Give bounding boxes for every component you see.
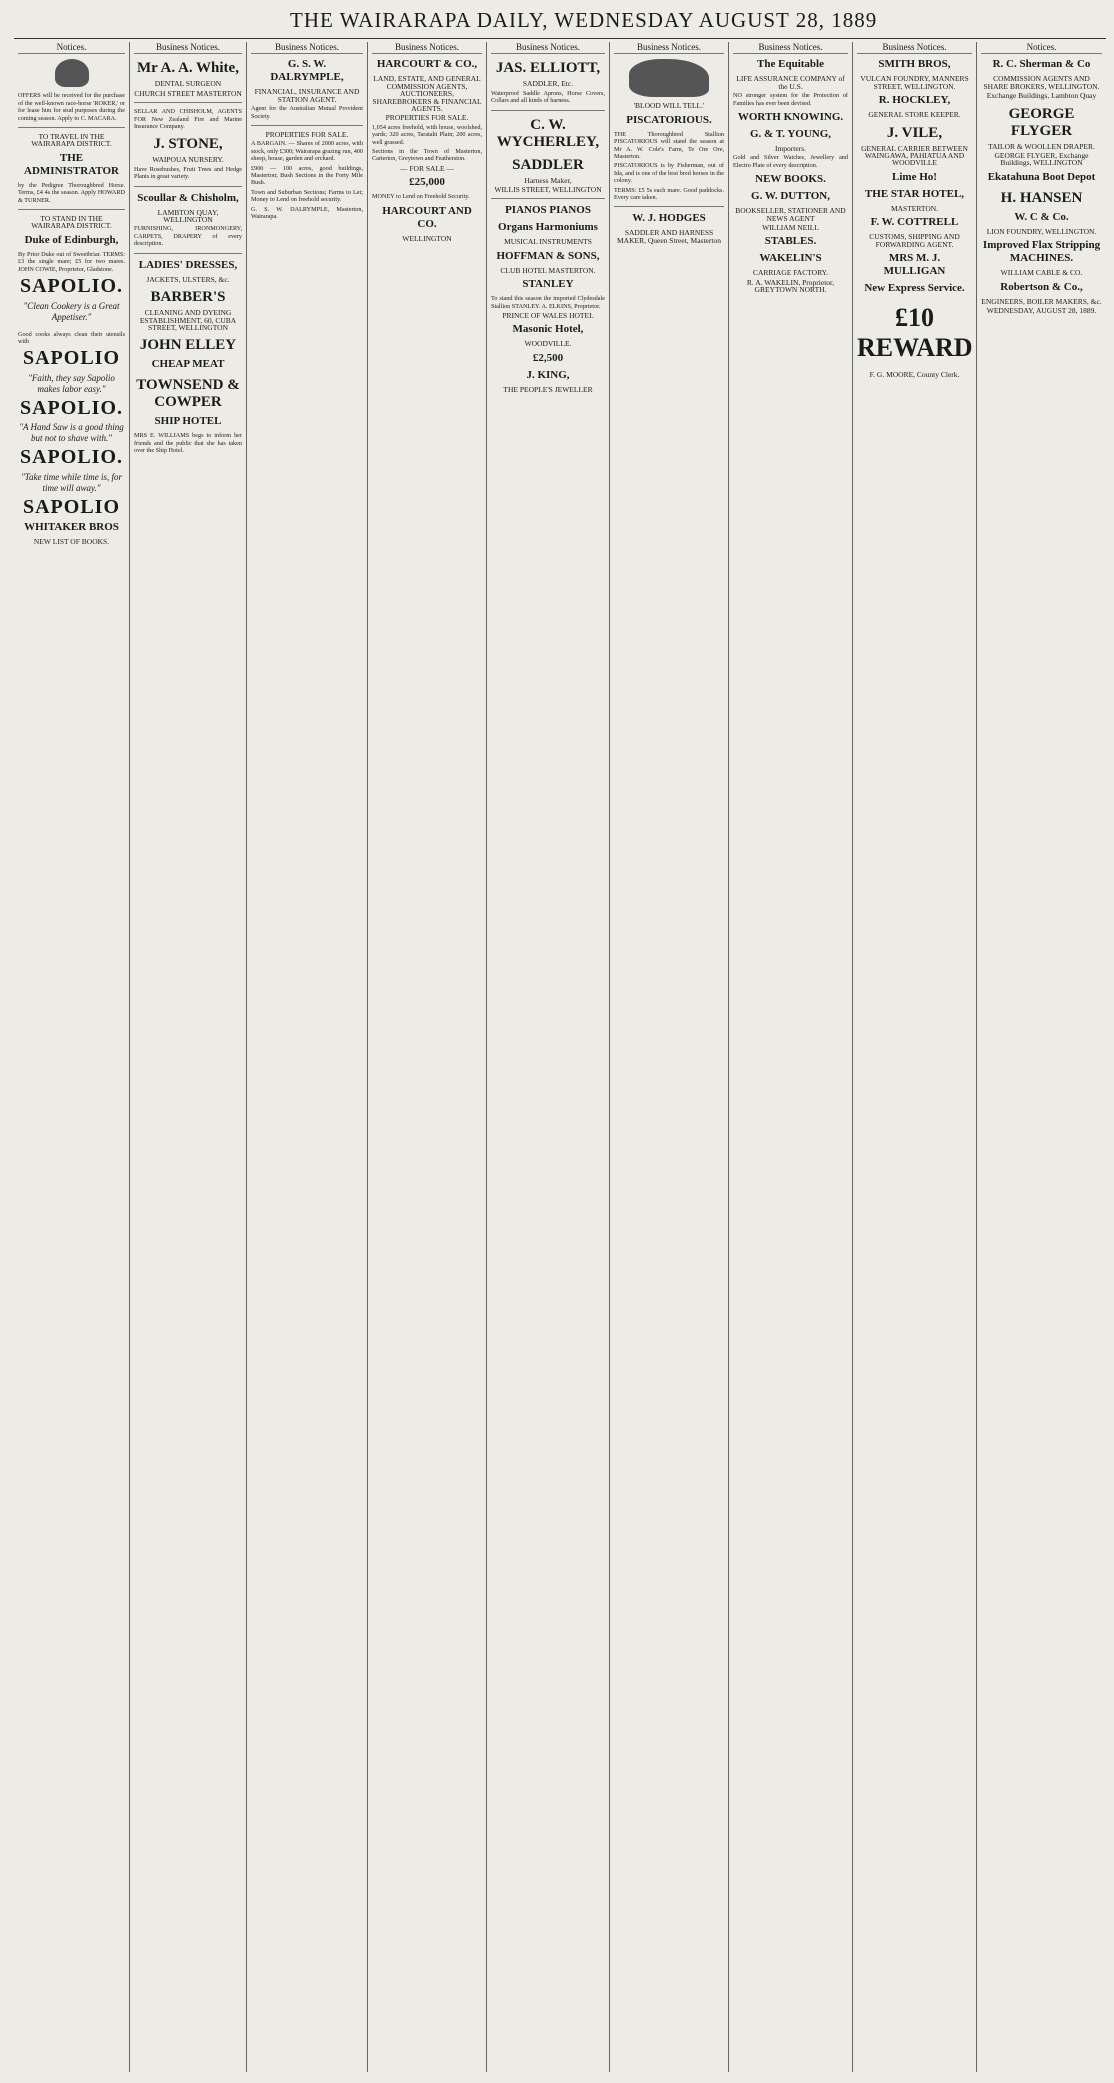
- column-5: [487, 42, 610, 2072]
- ad-heading: Duke of Edinburgh,: [24, 233, 119, 246]
- ad-body-text: THE Thoroughbred Stallion PISCATORIOUS will stand the season at Mr A. W. Cole's Farm, Te Ore Ore, Masterton.: [614, 130, 724, 161]
- ad-body-text: G. S. W. DALRYMPLE, Masterton, Wairarapa.: [251, 205, 363, 221]
- ad-heading: The Equitable: [757, 58, 824, 71]
- ad-heading: HOFFMAN & SONS,: [496, 249, 600, 262]
- ad-heading: CHEAP MEAT: [151, 358, 225, 371]
- ad-heading: VULCAN FOUNDRY, MANNERS STREET, WELLINGTON.: [860, 74, 969, 91]
- ad-heading: JOHN ELLEY: [139, 337, 237, 354]
- ad-heading: SADDLER, Etc.: [522, 79, 574, 89]
- ad-heading: TAILOR & WOOLLEN DRAPER.: [988, 141, 1095, 151]
- ad-heading: COMMISSION AGENTS AND SHARE BROKERS, WELLINGTON.: [983, 74, 1100, 91]
- ad-heading: PISCATORIOUS.: [626, 113, 712, 126]
- ad-heading: JAS. ELLIOTT,: [495, 60, 601, 77]
- ad-heading: LADIES' DRESSES,: [138, 258, 238, 271]
- column-2: [130, 42, 247, 2072]
- ad-body-text: Waterproof Saddle Aprons, Horse Covers, Collars and all kinds of harness.: [491, 89, 605, 105]
- ad-heading: G. & T. YOUNG,: [749, 128, 832, 141]
- column-heading: Business Notices.: [134, 42, 242, 54]
- ad-heading: SADDLER AND HARNESS MAKER, Queen Street, Masterton: [617, 228, 721, 245]
- column-rule: [491, 110, 605, 111]
- ad-heading: "Clean Cookery is a Great Appetiser.": [23, 300, 120, 322]
- ad-heading: LAND, ESTATE, AND GENERAL COMMISSION AGENTS, AUCTIONEERS, SHAREBROKERS & FINANCIAL AGENTS.: [372, 74, 482, 114]
- ad-heading: Importers.: [774, 144, 807, 154]
- column-7: [729, 42, 853, 2072]
- ad-heading: £2,500: [532, 351, 564, 364]
- sapolio-ad-title: SAPOLIO: [22, 347, 121, 370]
- ad-heading: "A Hand Saw is a good thing but not to shave with.": [19, 422, 124, 444]
- ad-heading: J. STONE,: [153, 136, 223, 153]
- ad-body-text: TERMS: £5 5s each mare. Good paddocks. Every care taken.: [614, 186, 724, 202]
- ad-heading: G. W. DUTTON,: [751, 190, 830, 203]
- ad-heading: F. W. COTTRELL: [870, 216, 959, 229]
- ad-body-text: By Prior Duke out of Sweetbriar. TERMS: £3 the single mare; £5 for two mares. JOHN COWIE, Proprietor, Gladstone.: [18, 250, 125, 273]
- ad-heading: Improved Flax Stripping MACHINES.: [982, 239, 1101, 265]
- ad-heading: PIANOS PIANOS: [505, 204, 591, 217]
- ad-body-text: 1,054 acres freehold, with house, woolshed, yards; 320 acres, Taratahi Plain; 200 acres, well grassed.: [372, 123, 482, 146]
- ad-body-text: To stand this season the imported Clydesdale Stallion STANLEY. A. ELKINS, Proprietor.: [491, 295, 605, 310]
- ad-heading: LAMBTON QUAY, WELLINGTON: [157, 207, 219, 225]
- ad-heading: Exchange Buildings, Lambton Quay: [986, 91, 1097, 101]
- column-heading: Business Notices.: [251, 42, 363, 54]
- masthead: [0, 0, 1114, 40]
- ad-heading: CUSTOMS, SHIPPING AND FORWARDING AGENT.: [869, 232, 960, 249]
- column-heading: Business Notices.: [491, 42, 605, 54]
- ad-heading: R. HOCKLEY,: [878, 94, 951, 107]
- ad-heading: PROPERTIES FOR SALE.: [265, 130, 349, 140]
- masthead-title: THE WAIRARAPA DAILY, WEDNESDAY AUGUST 28, 1889: [290, 8, 878, 32]
- column-heading: Business Notices.: [733, 42, 848, 54]
- ad-heading: W. C & Co.: [1014, 210, 1069, 223]
- ad-body-text: FURNISHING, IRONMONGERY, CARPETS, DRAPERY of every description.: [134, 225, 242, 248]
- column-1: [14, 42, 130, 2072]
- ad-heading: GENERAL CARRIER BETWEEN WAINGAWA, PAHIATUA AND WOODVILLE: [861, 143, 968, 168]
- ad-heading: WORTH KNOWING.: [737, 111, 844, 124]
- column-rule: [614, 206, 724, 207]
- ad-heading: MASTERTON.: [890, 203, 939, 213]
- ad-body-text: MONEY to Lend on Freehold Security.: [372, 193, 470, 201]
- ad-heading: CARRIAGE FACTORY.: [752, 268, 829, 278]
- ad-heading: TOWNSEND & COWPER: [136, 377, 240, 411]
- ad-heading: GEORGE FLYGER: [1008, 105, 1075, 139]
- ad-heading: STABLES.: [764, 235, 817, 248]
- ad-heading: CLUB HOTEL MASTERTON.: [500, 265, 596, 275]
- ad-heading: SADDLER: [512, 156, 584, 173]
- column-rule: [18, 127, 125, 128]
- ad-heading: WILLIAM CABLE & CO.: [1000, 268, 1083, 278]
- column-rule: [18, 209, 125, 210]
- ad-heading: Ekatahuna Boot Depot: [987, 170, 1096, 183]
- ad-heading: WELLINGTON: [402, 233, 452, 243]
- ad-heading: — FOR SALE —: [400, 163, 454, 173]
- sapolio-ad-title: SAPOLIO.: [19, 275, 124, 298]
- ad-body-text: PISCATORIOUS is by Fisherman, out of Ida, and is one of the best bred horses in the colony.: [614, 162, 724, 185]
- bird-illustration: [55, 59, 89, 87]
- ad-heading: THE ADMINISTRATOR: [24, 151, 119, 177]
- ad-body-text: Town and Suburban Sections; Farms to Let; Money to Lend on freehold security.: [251, 188, 363, 204]
- ad-body-text: OFFERS will be received for the purchase of the well-known race-horse 'ROKER,' or for lease him for stud purposes during the coming season. Apply to C. MACARA.: [18, 92, 125, 122]
- column-9: [977, 42, 1106, 2072]
- ad-heading: J. KING,: [526, 368, 570, 381]
- ad-heading: W. J. HODGES: [632, 212, 706, 225]
- ad-heading: CHURCH STREET MASTERTON: [134, 88, 242, 98]
- sapolio-ad-title: SAPOLIO.: [19, 396, 124, 419]
- ad-heading: J. VILE,: [886, 124, 943, 141]
- ad-heading: C. W. WYCHERLEY,: [496, 116, 600, 150]
- ad-heading: H. HANSEN: [1000, 189, 1083, 206]
- column-heading: Notices.: [18, 42, 125, 54]
- ad-heading: MUSICAL INSTRUMENTS: [504, 237, 592, 247]
- ad-heading: R. C. Sherman & Co: [992, 58, 1091, 71]
- ad-heading: £10 REWARD: [857, 303, 973, 363]
- ad-heading: THE STAR HOTEL,: [864, 187, 965, 200]
- ad-heading: HARCOURT & CO.,: [376, 58, 478, 71]
- masthead-rule: [14, 38, 1106, 39]
- ad-heading: G. S. W. DALRYMPLE,: [270, 58, 344, 84]
- ad-heading: R. A. WAKELIN, Proprietor, GREYTOWN NORTH.: [746, 277, 835, 295]
- ad-heading: PROPERTIES FOR SALE.: [385, 113, 469, 123]
- ad-heading: Scoullar & Chisholm,: [137, 191, 239, 204]
- ad-heading: GENERAL STORE KEEPER.: [868, 110, 961, 120]
- ad-heading: HARCOURT AND CO.: [382, 204, 472, 230]
- ad-heading: LIFE ASSURANCE COMPANY of the U.S.: [736, 74, 845, 91]
- ad-body-text: Agent for the Australian Mutual Provident Society.: [251, 105, 363, 120]
- column-heading: Notices.: [981, 42, 1102, 54]
- ad-heading: Robertson & Co.,: [1000, 280, 1083, 293]
- ad-heading: PRINCE OF WALES HOTEL: [502, 311, 594, 321]
- column-rule: [134, 253, 242, 254]
- ad-heading: WAKELIN'S: [759, 252, 822, 265]
- column-heading: Business Notices.: [614, 42, 724, 54]
- column-heading: Business Notices.: [857, 42, 972, 54]
- ad-heading: DENTAL SURGEON: [154, 79, 222, 89]
- ad-body-text: Good cooks always clean their utensils with: [18, 330, 125, 345]
- ad-heading: Masonic Hotel,: [512, 323, 584, 336]
- ad-body-text: £900 — 100 acres, good buildings, Masterton; Bush Sections in the Forty Mile Bush.: [251, 164, 363, 187]
- ad-heading: "Take time while time is, for time will away.": [21, 471, 122, 493]
- ad-heading: GEORGE FLYGER, Exchange Buildings, WELLINGTON: [994, 151, 1089, 168]
- column-heading: Business Notices.: [372, 42, 482, 54]
- ad-heading: New Express Service.: [864, 282, 965, 295]
- column-rule: [134, 102, 242, 103]
- ad-heading: SHIP HOTEL: [154, 415, 222, 428]
- ad-heading: Mr A. A. White,: [137, 60, 239, 77]
- ad-heading: JACKETS, ULSTERS, &c.: [146, 274, 230, 284]
- ad-heading: "Faith, they say Sapolio makes labor easy.": [28, 372, 115, 394]
- ad-heading: WILLIAM NEILL: [762, 223, 819, 233]
- ad-heading: 'BLOOD WILL TELL.': [633, 101, 705, 111]
- ad-heading: STANLEY: [522, 278, 574, 291]
- ad-heading: BOOKSELLER, STATIONER AND NEWS AGENT: [735, 206, 846, 223]
- ad-heading: WHITAKER BROS: [24, 520, 119, 533]
- ad-heading: LION FOUNDRY, WELLINGTON.: [986, 226, 1097, 236]
- ad-heading: NEW BOOKS.: [755, 173, 826, 186]
- ad-heading: £25,000: [409, 176, 445, 189]
- ad-body-text: Sections in the Town of Masterton, Carterton, Greytown and Featherston.: [372, 148, 482, 163]
- column-3: [247, 42, 368, 2072]
- ad-heading: F. G. MOORE, County Clerk.: [869, 370, 960, 380]
- ad-heading: BARBER'S: [150, 289, 226, 306]
- ad-body-text: by the Pedigree Thoroughbred Horse. Terms, £4 4s the season. Apply HOWARD & TURNER.: [18, 181, 125, 204]
- ad-heading: Organs Harmoniums: [498, 221, 598, 234]
- ad-heading: SMITH BROS,: [878, 58, 951, 71]
- column-rule: [134, 186, 242, 187]
- ad-heading: Harness Maker,: [524, 175, 572, 185]
- column-8: [853, 42, 977, 2072]
- column-4: [368, 42, 487, 2072]
- horse-illustration: [629, 59, 709, 97]
- ad-heading: NEW LIST OF BOOKS.: [33, 536, 110, 546]
- ad-body-text: Have Rosebushes, Fruit Trees and Hedge Plants in great variety.: [134, 165, 242, 181]
- ad-heading: WEDNESDAY, AUGUST 28, 1889.: [986, 306, 1097, 316]
- ad-heading: TO TRAVEL IN THE WAIRARAPA DISTRICT.: [31, 132, 112, 149]
- ad-body-text: SELLAR AND CHISHOLM, AGENTS FOR New Zealand Fire and Marine Insurance Company.: [134, 108, 242, 131]
- ad-heading: Lime Ho!: [892, 170, 937, 183]
- ad-heading: WOODVILLE.: [524, 339, 572, 349]
- ad-heading: WILLIS STREET, WELLINGTON: [494, 185, 602, 195]
- sapolio-ad-title: SAPOLIO.: [19, 446, 124, 469]
- ad-body-text: MRS E. WILLIAMS begs to inform her friends and the public that she has taken over the Ship Hotel.: [134, 432, 242, 455]
- ad-heading: TO STAND IN THE WAIRARAPA DISTRICT.: [31, 214, 112, 231]
- ad-body-text: A BARGAIN. — Shares of 2000 acres, with stock, only £300; Wairarapa grazing run, 400 sheep, house, garden and orchard.: [251, 140, 363, 163]
- column-rule: [491, 198, 605, 199]
- ad-body-text: Gold and Silver Watches, Jewellery and Electro Plate of every description.: [733, 154, 848, 169]
- ad-heading: ENGINEERS, BOILER MAKERS, &c.: [981, 296, 1102, 306]
- ad-heading: THE PEOPLE'S JEWELLER: [503, 384, 593, 394]
- ad-heading: MRS M. J. MULLIGAN: [883, 252, 946, 278]
- sapolio-ad-title: SAPOLIO: [22, 495, 121, 518]
- column-6: [610, 42, 729, 2072]
- ad-heading: WAIPOUA NURSERY.: [152, 155, 224, 165]
- ad-heading: CLEANING AND DYEING ESTABLISHMENT, 60, CUBA STREET, WELLINGTON: [139, 308, 237, 332]
- ad-heading: FINANCIAL, INSURANCE AND STATION AGENT.: [254, 87, 360, 104]
- column-rule: [251, 125, 363, 126]
- ad-body-text: NO stronger system for the Protection of Families has ever been devised.: [733, 92, 848, 107]
